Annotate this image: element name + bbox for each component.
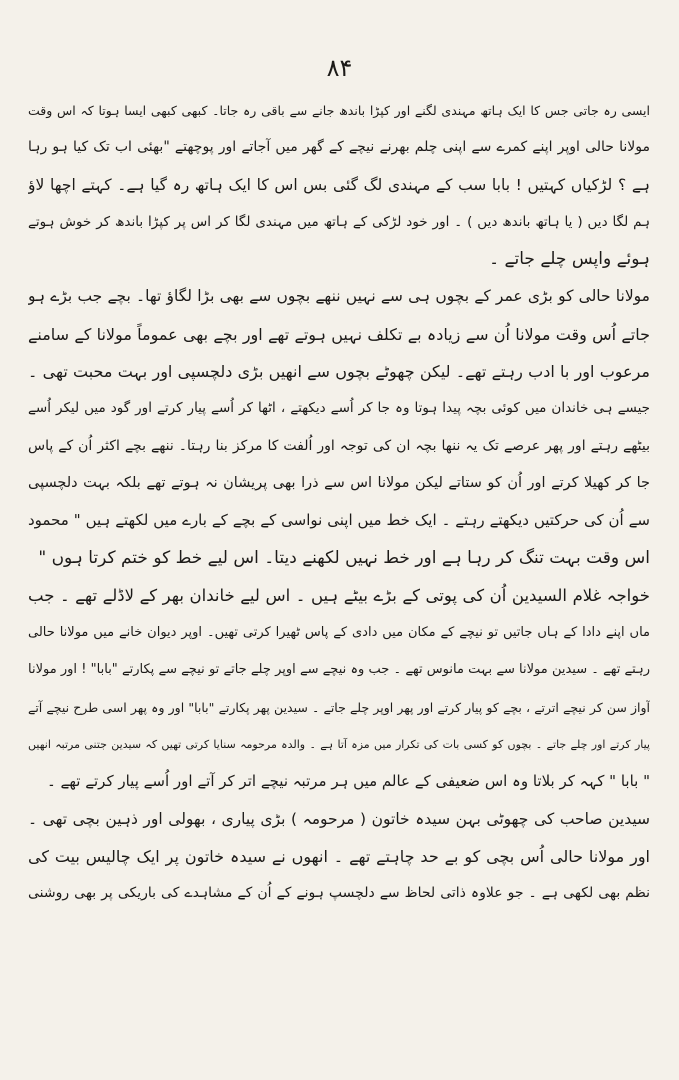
text-line: ماں اپنے دادا کے ہاں جاتیں تو نیچے کے مکان میں دادی کے پاس ٹھیرا کرتی تھیں۔ اوپر دیوان خانے میں مولانا حالی — [28, 625, 650, 641]
text-line: جیسے ہی خاندان میں کوئی بچہ پیدا ہوتا وہ جا کر اُسے دیکھتے ، اٹھا کر اُسے پیار کرتے اور گود میں لیکر اُسے — [28, 400, 650, 417]
text-line: ہم لگا دیں ( یا ہاتھ باندھ دیں ) ۔ اور خود لڑکی کے ہاتھ میں مہندی لگا کر اس پر کپڑا باندھ کر خوش ہوتے — [28, 213, 650, 230]
text-line: مولانا حالی اوپر اپنے کمرے سے اپنی چلم بھرنے نیچے کے گھر میں آجاتے اور پوچھتے "بھئی اب تک کیا ہو رہا — [28, 139, 650, 156]
text-line: آواز سن کر نیچے اترتے ، بچے کو پیار کرتے اور پھر اوپر چلے جاتے ۔ سیدین پھر پکارتے "بابا" اور وہ پھر اسی طرح نیچے آتے — [28, 699, 650, 715]
text-line: سیدین صاحب کی چھوٹی بہن سیدہ خاتون ( مرحومہ ) بڑی پیاری ، بھولی اور ذہین بچی تھی ۔ — [28, 809, 650, 828]
text-line: ہے ؟ لڑکیاں کہتیں ! بابا سب کے مہندی لگ گئی بس اس کا ایک ہاتھ رہ گیا ہے۔ کہتے اچھا لاؤ — [28, 175, 650, 194]
text-line: " بابا " کہہ کر بلاتا وہ اس ضعیفی کے عالم میں ہر مرتبہ نیچے اتر کر آتے اور اُسے پیار کرتے تھے ۔ — [47, 772, 650, 791]
text-line: ہوئے واپس چلے جاتے ۔ — [489, 249, 650, 270]
text-line: مولانا حالی کو بڑی عمر کے بچوں ہی سے نہیں ننھے بچوں سے بھی بڑا لگاؤ تھا۔ بچے جب بڑے ہو — [28, 287, 650, 306]
text-line: خواجہ غلام السیدین اُن کی پوتی کے بڑے بیٹے ہیں ۔ اس لیے خاندان بھر کے لاڈلے تھے ۔ جب — [28, 585, 650, 605]
text-line: بیٹھے رہتے اور پھر عرصے تک یہ ننھا بچہ ان کی توجہ اور اُلفت کا مرکز بنا رہتا۔ ننھے بچے اکثر اُن کے پاس — [28, 437, 650, 454]
page-text — [28, 92, 650, 913]
text-line: اس وقت بہت تنگ کر رہا ہے اور خط نہیں لکھنے دیتا۔ اس لیے خط کو ختم کرتا ہوں " — [38, 547, 650, 568]
text-line: مرعوب اور با ادب رہتے تھے۔ لیکن چھوٹے بچوں سے انھیں بڑی دلچسپی اور بہت محبت تھی ۔ — [28, 362, 650, 382]
text-line: ایسی رہ جاتی جس کا ایک ہاتھ مہندی لگنے اور کپڑا باندھ جانے سے باقی رہ جاتا۔ کبھی کبھی ایسا ہوتا کہ اس وقت — [28, 103, 650, 118]
text-line: نظم بھی لکھی ہے ۔ جو علاوہ ذاتی لحاظ سے دلچسپ ہونے کے اُن کے مشاہدے کی باریکی پر بھی روشنی — [28, 885, 650, 902]
text-line: اور مولانا حالی اُس بچی کو بے حد چاہتے تھے ۔ انھوں نے سیدہ خاتون پر ایک چالیس بیت کی — [28, 846, 650, 866]
page-number: ۸۴ — [326, 54, 353, 82]
text-line: جا کر کھیلا کرتے اور اُن کو ستاتے لیکن مولانا اس سے ذرا بھی پریشان نہ ہوتے تھے بلکہ بہت دلچسپی — [28, 474, 650, 491]
text-line: پیار کرتے اور چلے جاتے ۔ بچوں کو کسی بات کی تکرار میں مزہ آتا ہے ۔ والدہ مرحومہ سنایا کرتی تھیں کہ سیدین جتنی مرتبہ انھیں — [28, 738, 650, 752]
text-line: جاتے اُس وقت مولانا اُن سے زیادہ بے تکلف نہیں ہوتے تھے اور بچے بھی عموماً مولانا کے سامنے — [28, 324, 650, 344]
text-line: سے اُن کی حرکتیں دیکھتے رہتے ۔ ایک خط میں اپنی نواسی کے بچے کے بارے میں لکھتے ہیں " محمود — [28, 511, 650, 530]
text-line: رہتے تھے ۔ سیدین مولانا سے بہت مانوس تھے ۔ جب وہ نیچے سے اوپر چلے جاتے تو نیچے سے پکارتے "بابا" ! اور مولانا — [28, 662, 650, 678]
